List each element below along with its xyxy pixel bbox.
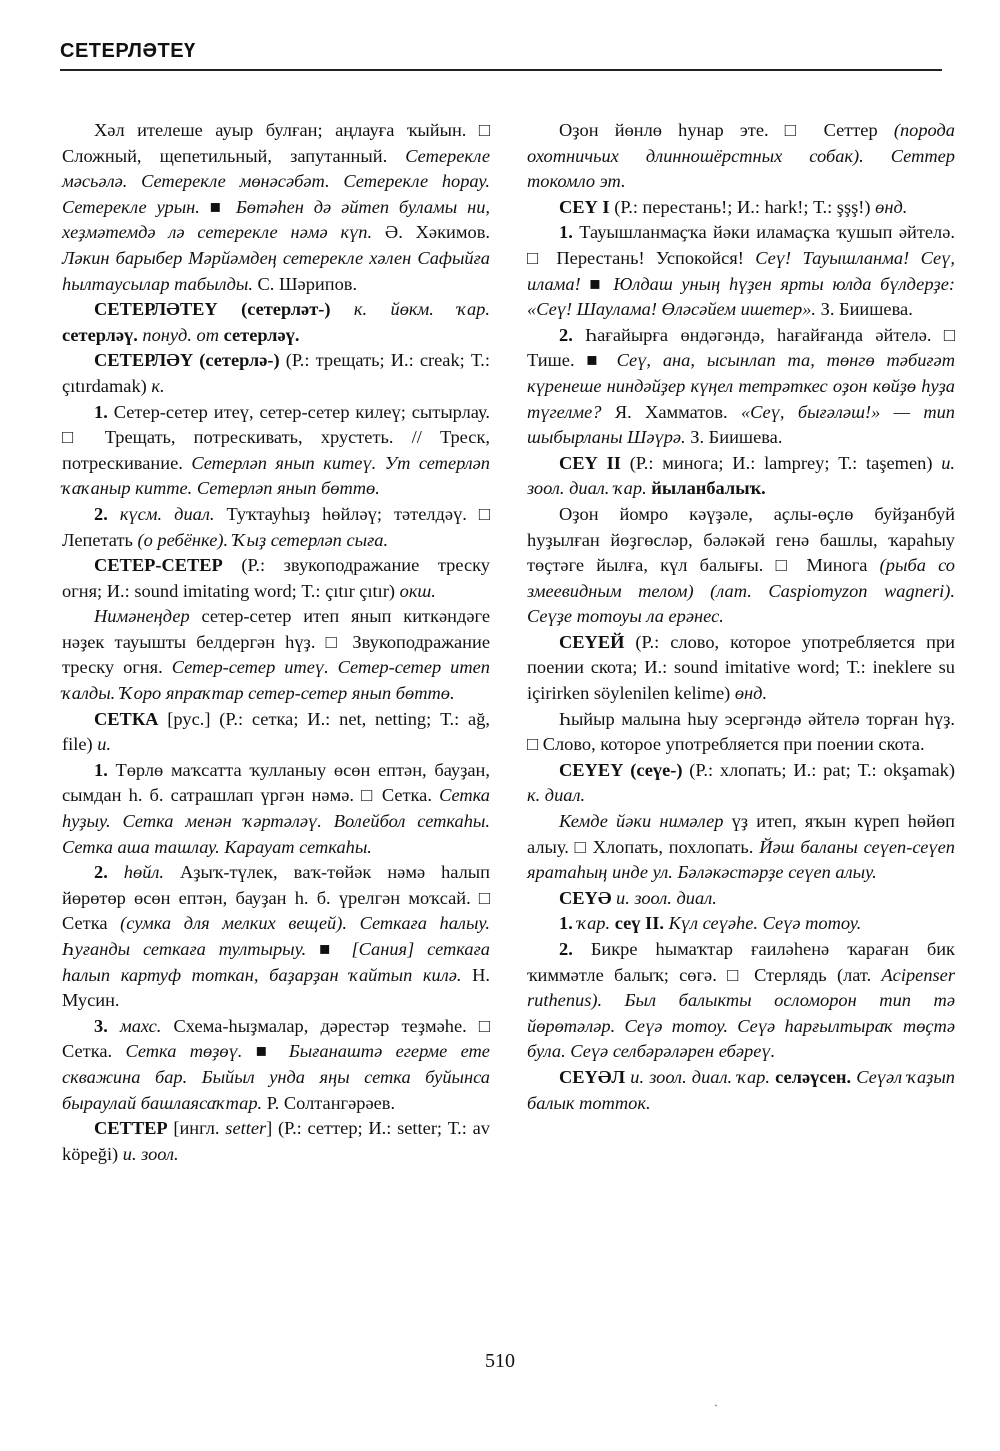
text-run: окш. xyxy=(399,580,436,601)
entry-paragraph xyxy=(62,860,490,1014)
text-run: Сетер-сетер итеү, сетер-сетер килеү; сытырлау. □ Трещать, потрескивать, хрустеть. // Треск, потрескивание. xyxy=(62,401,490,473)
text-run: Схема-һыҙмалар, дәрестәр теҙмәһе. □ Сетка. xyxy=(62,1015,490,1062)
text-run: и. зоол. диал. ҡар. xyxy=(630,1066,770,1087)
text-run: ҡар. xyxy=(577,913,611,934)
text-run: Хәл ителеше ауыр булған; аңлауға ҡыйын. □ Сложный, щепетильный, запутанный. xyxy=(62,120,490,166)
text-run: Оҙон йөнлө һунар эте. □ Сеттер xyxy=(559,120,894,140)
text-run: Сетка һуҙыу. Сетка менән ҡәртәләү. Волейбол сеткаһы. Сетка аша ташлау. Карауат сеткаһы. xyxy=(62,785,490,857)
text-run: setter xyxy=(225,1118,267,1139)
text-run: Аҙыҡ-түлек, вaҡ-төйәк нәмә һалып йөрөтөр өсөн ептән, бауҙан һ. б. үрелгән моҡсай. □ Сетка xyxy=(62,862,490,934)
text-run: Сетка төҙөү. xyxy=(125,1041,243,1062)
entry-paragraph xyxy=(527,220,955,322)
entry-paragraph xyxy=(62,1116,490,1167)
text-run: ■ xyxy=(580,273,614,294)
text-run: к. йөкм. ҡар. xyxy=(353,299,490,320)
entry-paragraph xyxy=(527,118,955,195)
entry-paragraph xyxy=(527,502,955,630)
entry-paragraph xyxy=(62,400,490,502)
text-run: 1. xyxy=(94,759,108,780)
text-run: 1. xyxy=(559,913,573,934)
text-run: Сеү! Тауышланма! Сеү, илама! xyxy=(527,247,955,294)
entry-paragraph xyxy=(62,348,490,399)
text-run: [ингл. xyxy=(167,1118,226,1139)
text-run: сетерләү. xyxy=(62,324,138,345)
entry-paragraph xyxy=(527,758,955,809)
text-run: и. зоол. диал. ҡар. xyxy=(527,452,955,499)
text-run: З. Биишева. xyxy=(816,299,913,320)
text-run: СЕТЕР-СЕТЕР xyxy=(94,555,223,576)
edge-mark: ` xyxy=(714,1402,718,1416)
text-run: 3. xyxy=(94,1015,108,1036)
running-header xyxy=(60,40,942,71)
text-run: СЕҮӘ xyxy=(559,887,612,908)
text-run: СЕТЕРЛӘҮ (сетерлә-) xyxy=(94,350,280,371)
text-run xyxy=(108,862,124,882)
text-run: 2. xyxy=(94,503,108,524)
text-run: «Сеү, бығәләш!» — тип шыбырланы Шәүрә. xyxy=(527,401,955,448)
text-run: ] (Р.: сеттер; И.: setter; Т.: av köpeği) xyxy=(62,1118,490,1164)
text-run: СЕҮӘЛ xyxy=(559,1066,626,1087)
text-run: З. Биишева. xyxy=(685,427,783,448)
entry-paragraph xyxy=(527,630,955,707)
text-run: Н. Мусин. xyxy=(62,964,490,1011)
text-run: Туҡтауһыҙ һөйләү; тәтелдәү. □ Лепетать xyxy=(62,503,490,550)
entry-paragraph xyxy=(527,886,955,912)
text-run: 1. xyxy=(94,401,108,422)
text-run: күсм. диал. xyxy=(119,503,215,524)
entry-paragraph xyxy=(527,707,955,758)
entry-paragraph xyxy=(62,1014,490,1116)
text-run: ■ xyxy=(306,939,352,959)
text-run: (Р.: слово, которое употребляется при поении скота; И.: sound imitative word; Т.: ineklere su içirirken söylenilen kelime) xyxy=(527,631,955,704)
text-run: СЕҮЕҮ (сеүе-) xyxy=(559,759,683,780)
entry-paragraph xyxy=(527,937,955,1065)
text-run: өнд. xyxy=(734,683,768,704)
entry-paragraph xyxy=(62,707,490,758)
text-run: Сетер-сетер итеү. Сетер-сетер итеп ҡалды. Ҡоро япраҡтар сетер-сетер янып бөттө. xyxy=(62,657,490,704)
text-run: ■ xyxy=(199,196,236,217)
entry-paragraph xyxy=(527,911,955,937)
text-run: сетер-сетер итеп янып киткәндәге нәҙек тауышты белдергән һүҙ. □ Звукоподражание треску огня. xyxy=(62,606,490,678)
text-run: Сетерләп янып китеү. Ут сетерләп ҡаҡаныр китте. Сетерләп янып бөттө. xyxy=(62,452,490,499)
text-run: (Р.: трещать; И.: creak; Т.: çıtırdamak) xyxy=(62,350,490,396)
text-run: и. зоол. диал. xyxy=(616,887,717,908)
text-run: Нимәнеңдер xyxy=(94,606,190,627)
text-run xyxy=(108,504,120,524)
text-run: Р. Солтангәрәев. xyxy=(262,1092,396,1113)
text-run: сеү II. xyxy=(614,913,664,934)
text-run: Ҡыҙ сетерләп сыға. xyxy=(232,529,389,550)
entry-paragraph xyxy=(527,195,955,221)
text-run: Күл сеүәһе. Сеүә тотоу. xyxy=(668,913,862,934)
text-run: Бығанаштә егерме ете скважина бар. Быйыл унда яңы сетка буйынса быраулай башлаясаҡтар. xyxy=(62,1041,490,1113)
text-run: Сетерекле мәсьәлә. Сетерекле мөнәсәбәт. Сетерекле һорау. Сетерекле урын. xyxy=(62,145,490,217)
text-run: Ә. Хәкимов. xyxy=(372,222,490,243)
entry-paragraph xyxy=(62,553,490,604)
text-run: (Р.: минога; И.: lamprey; Т.: taşemen) xyxy=(620,452,942,473)
text-run: 2. xyxy=(559,324,573,345)
text-run: понуд. от xyxy=(142,324,220,345)
text-run: Юлдаш уның һүҙен ярты юлда бүлдерҙе: «Сеү! Шаулама! Өләсәйем ишетер». xyxy=(527,273,955,320)
text-run: Сеү, ана, ысынлап та, төнгө тәбиғәт күренеше ниндәйҙер күңел тетрәткес оҙон көйҙө һуҙа түгелме? xyxy=(527,350,956,422)
left-column xyxy=(62,118,490,1167)
entry-paragraph xyxy=(62,118,490,297)
text-run: үҙ итеп, яҡын күреп һөйөп алыу. □ Хлопать, похлопать. xyxy=(527,811,956,857)
text-run: (порода охотничьих длинношёрстных собак). Сеттер токомло эт. xyxy=(527,120,955,192)
text-run: махс. xyxy=(119,1015,162,1036)
entry-paragraph xyxy=(62,297,490,348)
text-run: СЕҮ I xyxy=(559,196,610,217)
text-run: Һағайырға өндәгәндә, һағайғанда әйтелә. □ Тише. ■ xyxy=(527,324,955,371)
text-run: сетерләү. xyxy=(223,324,300,345)
text-run: 1. xyxy=(559,222,573,243)
text-run: Төрлө маҡсатта ҡулланыу өсөн ептән, бауҙан, сымдан һ. б. сатрашлап үргән нәмә. □ Сетка. xyxy=(62,759,490,806)
text-run: Сеүәл ҡаҙып балык тотток. xyxy=(527,1066,955,1113)
page-number: 510 xyxy=(485,1350,515,1372)
text-run: Я. Хамматов. xyxy=(601,401,741,422)
text-run: С. Шәрипов. xyxy=(252,273,358,294)
text-run: Тауышланмаҫҡа йәки иламаҫҡа ҡушып әйтелә. □ Перестань! Успокойся! xyxy=(527,222,955,268)
text-run xyxy=(330,299,353,319)
text-run: (Р.: перестань!; И.: hark!; Т.: şşş!) xyxy=(609,196,876,217)
text-run: СЕҮЕЙ xyxy=(559,631,625,652)
text-run: СЕТТЕР xyxy=(94,1118,168,1139)
text-run: (рыба со змеевидным телом) (лат. Caspiomyzon wagneri). Сеүҙе тотоуы ла ерәнес. xyxy=(527,555,955,627)
entry-paragraph xyxy=(527,451,955,502)
text-run: [рус.] (Р.: сетка; И.: net, netting; Т.: ağ, file) xyxy=(62,708,490,755)
entry-paragraph xyxy=(62,502,490,553)
text-run: (Р.: хлопать; И.: pat; Т.: okşamak) xyxy=(682,759,955,780)
text-run: Acipenser ruthenus). Был балыкты осломорон тип тә йөрөтәләр. Сеүә тотоу. Сеүә һарғылтыраҡ төҫтә була. Сеүә селбәрәләрен ебәреү. xyxy=(527,964,955,1062)
text-run: к. xyxy=(151,375,165,396)
text-run: Кемде йәки нимәлер xyxy=(559,811,724,832)
entry-paragraph xyxy=(527,1065,955,1116)
text-run: и. xyxy=(97,734,112,755)
text-run: Бөтәһен дә әйтеп буламы ни, хеҙмәтемдә лә сетерекле нәмә күп. xyxy=(62,196,490,243)
text-run: 2. xyxy=(94,862,108,883)
entry-paragraph xyxy=(527,809,955,886)
entry-paragraph xyxy=(62,604,490,706)
right-column xyxy=(527,118,955,1116)
running-header-title: СЕТЕРЛӘТЕҮ xyxy=(60,40,196,62)
text-run: СЕТЕРЛӘТЕҮ (сетерләт-) xyxy=(94,299,331,320)
text-run: Ләкин барыбер Мәрйәмдең сетерекле хәлен Сафыйға һылтаусылар табылды. xyxy=(62,247,490,294)
entry-paragraph xyxy=(62,758,490,860)
text-run xyxy=(108,1016,120,1036)
text-run: йыланбалыҡ. xyxy=(651,478,766,499)
text-run: ■ xyxy=(242,1041,289,1062)
text-run: (Р.: звукоподражание треску огня; И.: sound imitating word; Т.: çıtır çıtır) xyxy=(62,555,490,601)
text-run: к. диал. xyxy=(527,785,586,806)
text-run: СЕТКА xyxy=(94,708,159,729)
text-run: [Сания] сеткаға һалып картуф тоткан, баҙарҙан ҡайтып килә. xyxy=(62,939,490,985)
text-run: (сумка для мелких вещей). Сеткаға һалыу. Һуғанды сеткаға тултырыу. xyxy=(62,913,491,959)
text-run: һөйл. xyxy=(123,862,164,883)
text-run: Йәш баланы сеүеп-сеүеп яратаһың инде ул. Бәләкәстәрҙе сеүеп алыу. xyxy=(527,836,955,883)
text-run: и. зоол. xyxy=(122,1143,179,1164)
text-run: селәүсен. xyxy=(775,1066,852,1087)
entry-paragraph xyxy=(527,323,955,451)
text-run: Һыйыр малына һыу эсергәндә әйтелә торған һүҙ. □ Слово, которое употребляется при поении скота. xyxy=(527,708,955,755)
text-run: 2. xyxy=(559,939,573,959)
text-run: (о ребёнке). xyxy=(137,529,229,550)
text-run: Бикре һымаҡтар ғаиләһенә ҡараған бик ҡиммәтле балыҡ; сөгә. □ Стерлядь (лат. xyxy=(527,939,955,985)
text-run: өнд. xyxy=(875,196,908,217)
text-run: Оҙон йомро кәүҙәле, аҫлы-өҫлө буйҙанбуй һуҙылған йөҙгөсләр, бәләкәй генә башлы, ҡараһыу төҫтәге йылға, күл балығы. □ Минога xyxy=(527,503,955,576)
text-run: СЕҮ II xyxy=(559,452,621,473)
